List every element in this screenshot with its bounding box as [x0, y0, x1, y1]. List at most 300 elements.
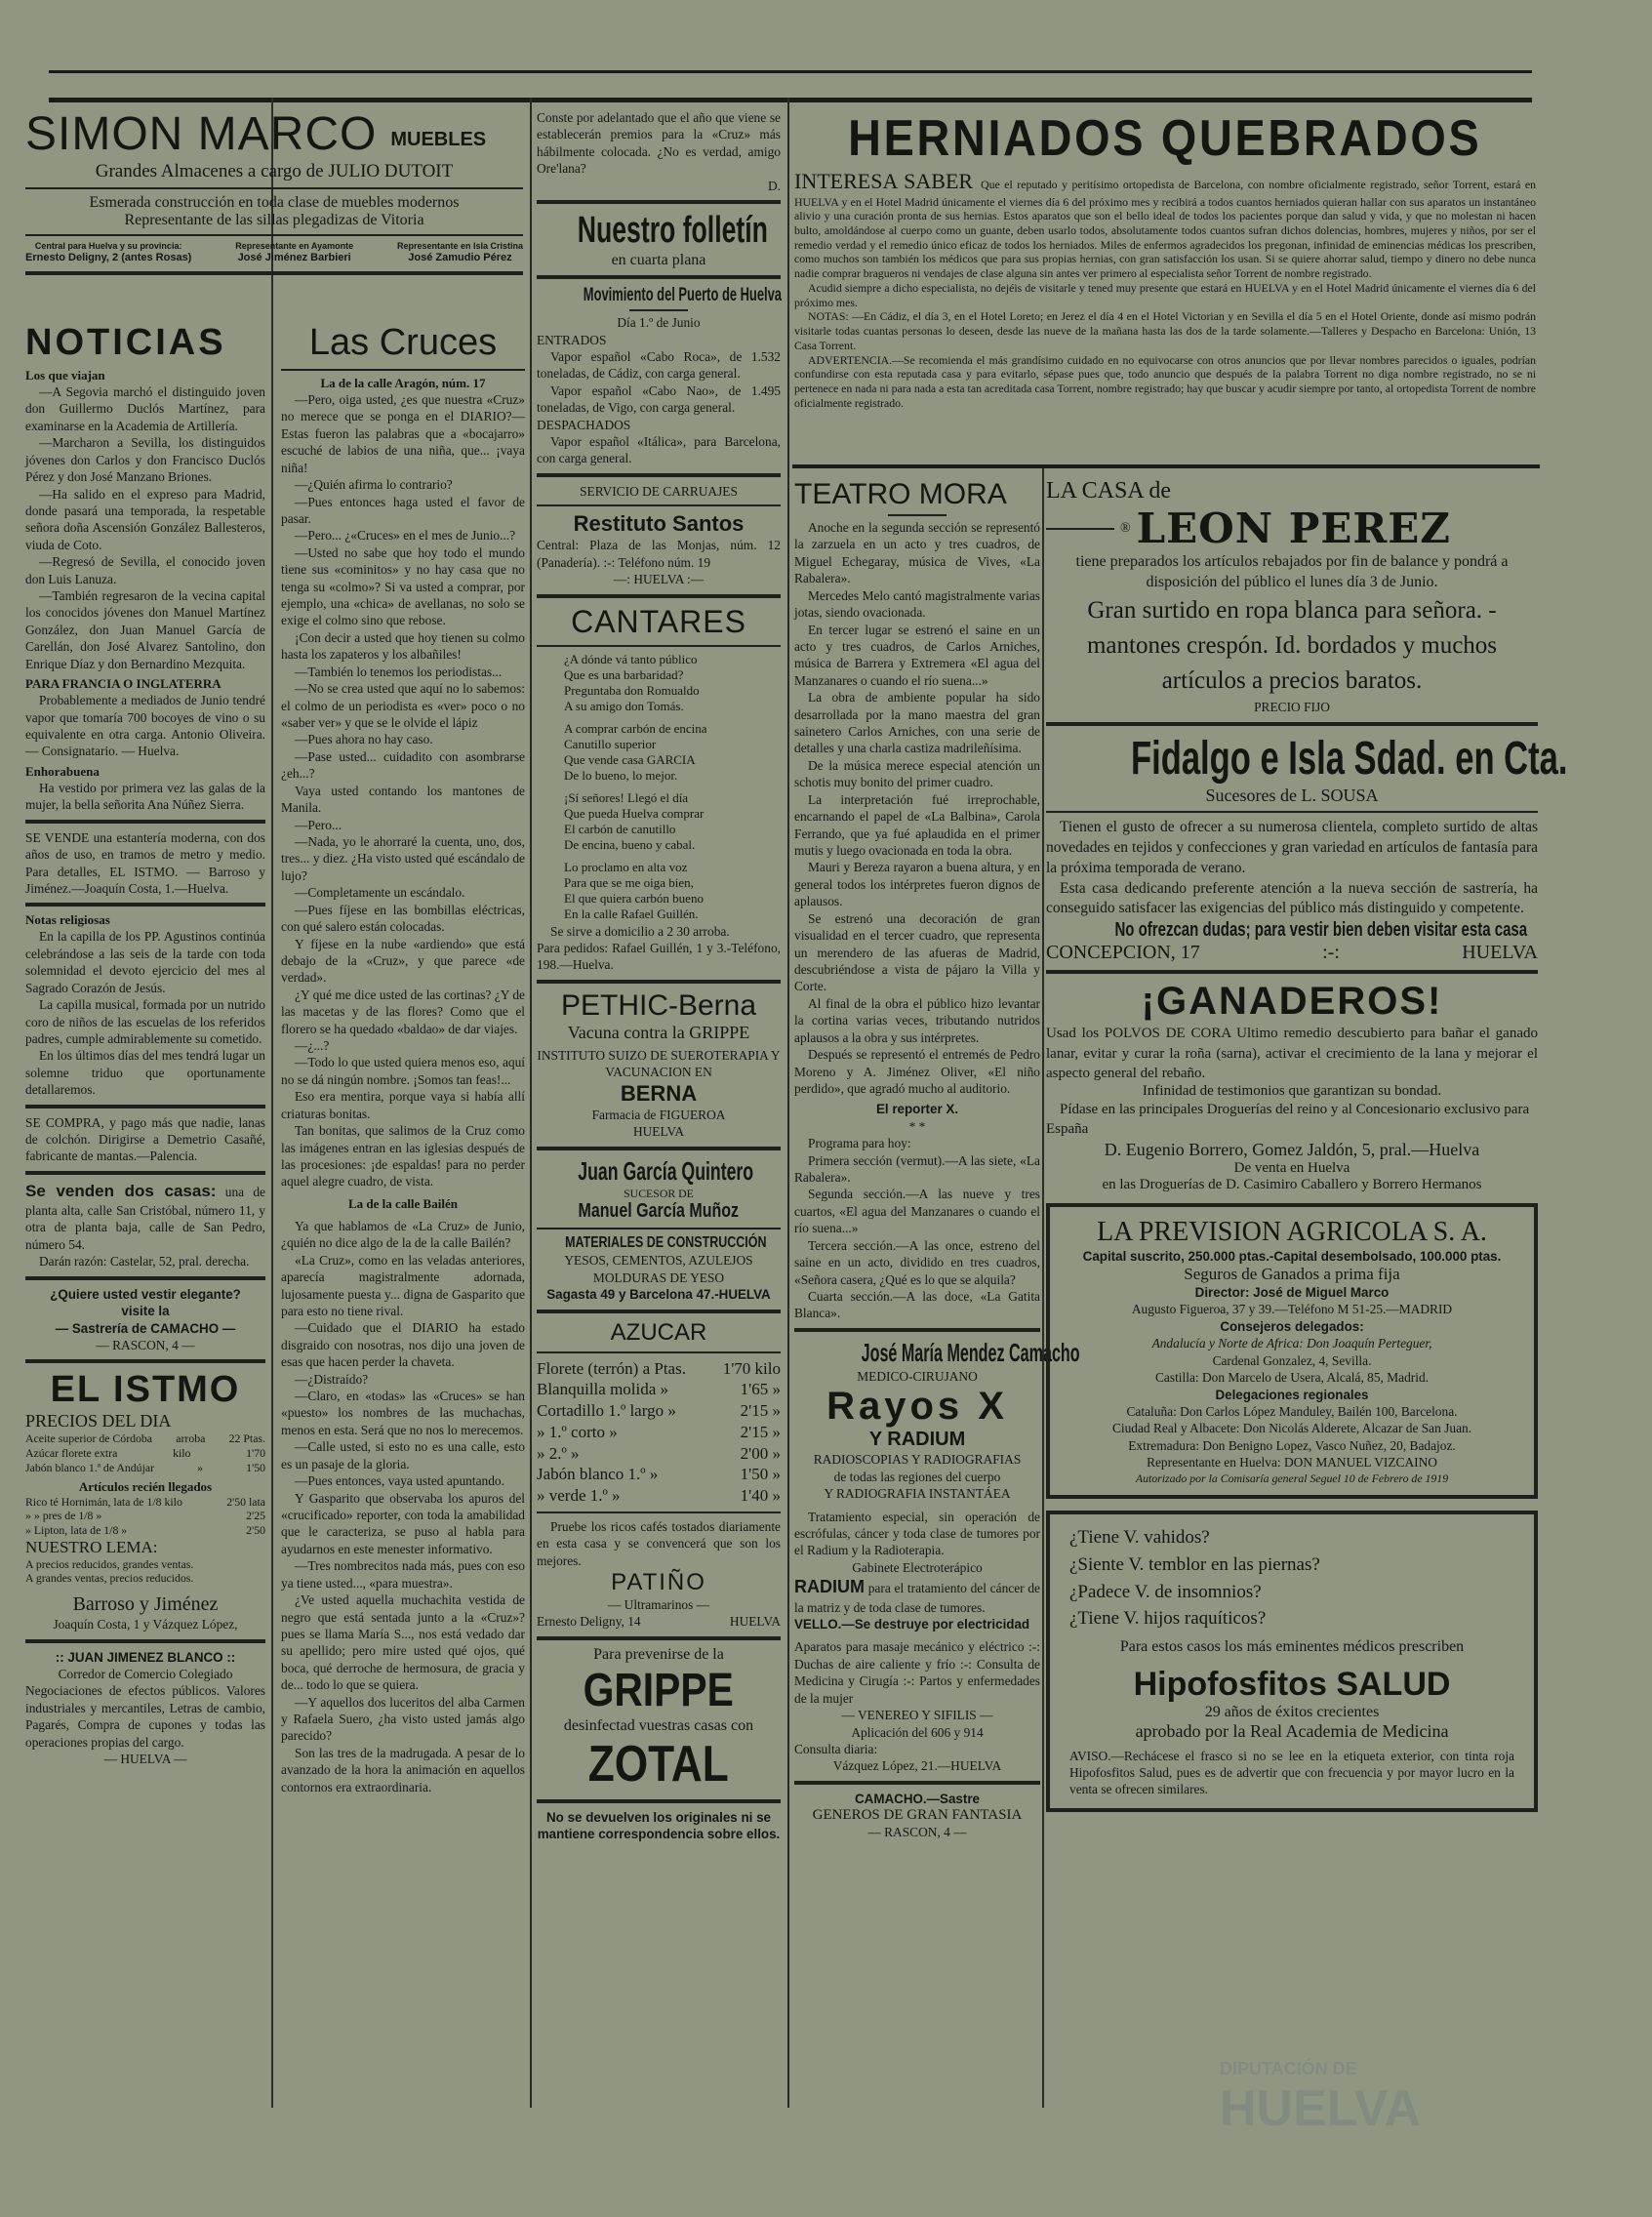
table-cell: arroba [176, 1431, 206, 1446]
table-cell: Blanquilla molida » [537, 1380, 669, 1399]
table-cell: 2'50 lata [226, 1494, 265, 1509]
column-divider [1042, 468, 1044, 2108]
istmo-owners: Barroso y Jiménez [72, 1593, 219, 1616]
paragraph: —Usted no sabe que hoy todo el mundo tiene sus «cominitos» y no hay casa que no tenga su «colmo»? Si va usted a comprar, por ejemplo, una «chica» de avellanas, no solo se exige el colmo sino que rebose. [281, 544, 525, 628]
classified-ad: SE VENDE una estantería moderna, con dos años de uso, en tramos de metro y medio. Para detalles, EL ISTMO. — Barroso y Jiménez.—Joaquín Costa, 1.—Huelva. [25, 829, 265, 896]
news-paragraph: —Regresó de Sevilla, el conocido joven don Luis Lanuza. [25, 554, 265, 586]
divider [537, 645, 781, 647]
prevision-line: Cardenal Gonzalez, 4, Sevilla. [1212, 1352, 1372, 1368]
table-cell: 2'15 » [740, 1422, 781, 1441]
divider [25, 1359, 265, 1363]
quintero-address: Sagasta 49 y Barcelona 47.-HUELVA [546, 1287, 771, 1303]
paragraph: Ya que hablamos de «La Cruz» de Junio, ¿quién no dice algo de la de la calle Bailén? [281, 1218, 525, 1251]
prevision-director: Director: José de Miguel Marco [1194, 1285, 1390, 1301]
puerto-date: Día 1.º de Junio [617, 315, 701, 331]
divider [537, 504, 781, 506]
hipo-question: ¿Padece V. de insomnios? [1069, 1581, 1262, 1602]
column-divider [271, 98, 273, 2108]
hipo-question: ¿Tiene V. hijos raquíticos? [1069, 1608, 1267, 1630]
paragraph: —Pues entonces, vaya usted apuntando. [295, 1473, 504, 1489]
verse-line: Que vende casa GARCIA [564, 752, 696, 768]
verse-line: Que es una barbaridad? [564, 666, 684, 682]
divider [537, 980, 781, 984]
quintero-line: YESOS, CEMENTOS, AZULEJOS [564, 1253, 753, 1269]
divider [537, 275, 781, 279]
news-paragraph: La capilla musical, formada por un nutrido coro de niños de las escuelas de los referidos padres, cumple admirablemente su cometido. [25, 997, 265, 1046]
pethic-title: PETHIC-Berna [560, 988, 757, 1022]
rep-name: Ernesto Deligny, 2 (antes Rosas) [25, 252, 192, 264]
paragraph: ¡Con decir a usted que hoy tienen su colmo hasta los zapateros y los albañiles! [281, 629, 525, 663]
table-cell: 22 Ptas. [228, 1431, 265, 1446]
noticias-section [25, 322, 265, 2127]
muebles-tag: MUEBLES [390, 129, 487, 150]
quintero-title: Juan García Quintero [578, 1155, 754, 1186]
table-row [25, 1495, 265, 1510]
paragraph: —Completamente un escándalo. [295, 885, 465, 901]
mendez-line: Y RADIOGRAFIA INSTANTÁEA [824, 1486, 1011, 1502]
istmo-address: Joaquín Costa, 1 y Vázquez López, [53, 1617, 238, 1633]
paragraph: —Calle usted, si esto no es una calle, esto es un pasaje de la gloria. [281, 1439, 525, 1471]
cantares-title: CANTARES [571, 603, 746, 639]
archive-watermark [1220, 2059, 1532, 2186]
pethic-line: INSTITUTO SUIZO DE SUEROTERAPIA Y VACUNACION EN [537, 1047, 781, 1080]
news-paragraph: En los últimos días del mes tendrá lugar un solemne triduo que oportunamente detallaremos. [25, 1048, 265, 1098]
paragraph: —¿...? [295, 1038, 330, 1054]
tailor-ad-line: ¿Quiere usted vestir elegante? [50, 1286, 241, 1302]
paragraph: Anoche en la segunda sección se representó la zarzuela en un acto y tres cuadros, de Miguel Echegaray, música de Vives, «La Rabalera». [794, 520, 1040, 586]
mendez-line: Consulta diaria: [794, 1741, 878, 1756]
table-row [537, 1400, 781, 1422]
camacho-line: — RASCON, 4 — [867, 1825, 967, 1840]
simon-line2: Esmerada construcción en toda clase de muebles modernos [89, 194, 460, 211]
paragraph: —Tres nombrecitos nada más, pues con eso ya tiene usted..., «para muestra». [281, 1558, 525, 1591]
divider [537, 594, 781, 598]
mendez-radium-label: RADIUM [794, 1577, 865, 1597]
paragraph: ¿Ve usted aquella muchachita vestida de negro que está sentada junto a la «Cruz»? pues se llama María S..., nos está vedado dar su apellido; pero mire usted qué ojos, qué boca, qué derroche de hermosura, de gracia y de... todo lo que se quiera. [281, 1592, 525, 1693]
istmo-lema-line: A precios reducidos, grandes ventas. [25, 1556, 194, 1571]
entrados-label: ENTRADOS [537, 332, 607, 347]
table-cell: Azúcar florete extra [25, 1446, 118, 1461]
divider [629, 309, 688, 311]
leon-lacasa: LA CASA de [1046, 478, 1172, 504]
verse-line: De encina, bueno y cabal. [564, 837, 696, 853]
news-paragraph: —Ha salido en el expreso para Madrid, donde pasará una temporada, la respetable señora doña Ascensión González Ballesteros, viuda de Coto. [25, 486, 265, 552]
cantares-note: Se sirve a domicilio a 2 30 arroba. [550, 923, 730, 939]
simon-line1: Grandes Almacenes a cargo de JULIO DUTOIT [95, 161, 454, 181]
despachados-label: DESPACHADOS [537, 417, 631, 432]
table-row [537, 1379, 781, 1400]
verse-line: ¿A dónde vá tanto público [564, 651, 698, 666]
column-5: LA CASA de ® LEON PEREZ tiene preparados los artículos rebajados por fin de balance y pondrá a disposición del público el lunes día 3 de Junio. Gran surtido en ropa blanca para señora. -mantones crespón. Id. bordados y muchos artículos a precios baratos. PRECIO FIJO Fidalgo e Isla Sdad. en Cta. Sucesores de L. SOUSA Tienen el gusto de ofrecer a su numerosa clientela, completo surtido de altas novedades en tejidos y confecciones y gran variedad en artículos de fantasía para la próxima temporada de verano. Esta casa dedicando preferente atención a la nueva sección de sastrería, ha conseguido satisfacer las exigencias del público más distinguido y competente. No ofrezcan dudas; para vestir bien deben visitar esta casa CONCEPCION, 17 :-: HUELVA ¡GANADEROS! Usad los POLVOS DE CORA Ultimo remedio descubierto para bañar el ganado lanar, evitar y curar la roña (sarna), activar el crecimiento de la lana y mejorar el aspecto general del rebaño. Infinidad de testimonios que garantizan su bondad. Pídase en las principales Droguerías del reino y al Concesionario exclusivo para España D. Eugenio Borrero, Gomez Jaldón, 5, pral.—Huelva De venta en Huelva en las Droguerías de D. Casimiro Caballero y Borrero Hermanos LA PREVISION AGRICOLA S. A. Capital suscrito, 250.000 ptas.-Capital desembolsado, 100.000 ptas. Seguros de Ganados a prima fija Director: José de Miguel Marco Augusto Figueroa, 37 y 39.—Teléfono M 51-25.—MADRID Consejeros delegados: Andalucía y Norte de Africa: Don Joaquín Perteguer, Cardenal Gonzalez, 4, Sevilla. Castilla: Don Marcelo de Usera, Alcalá, 85, Madrid. Delegaciones regionales Cataluña: Don Carlos López Manduley, Bailén 100, Barcelona. Ciudad Real y Albacete: Don Nicolás Alderete, Alcazar de San Juan. Extremadura: Don Benigno Lopez, Vasco Nuñez, 20, Badajoz. Representante en Huelva: DON MANUEL VIZCAINO Autorizado por la Comisaría general Seguel 10 de Febrero de 1919 ¿Tiene V. vahidos? ¿Siente V. temblor en las piernas? ¿Padece V. de insomnios? ¿Tiene V. hijos raquíticos? Para estos casos los más eminentes médicos prescriben Hipofosfitos SALUD 29 años de éxitos crecientes aprobado por la Real Academia de Medicina AVISO.—Rechácese el frasco si no se lee en la etiqueta exterior, con tinta roja Hipofosfitos Salud, pues es de advertir que con frecuencia y por mayor lucro en la venta se ofrecen similares. [1046, 478, 1538, 2127]
istmo-title: EL ISTMO [50, 1369, 241, 1411]
divider [537, 1147, 781, 1150]
news-paragraph: Ha vestido por primera vez las galas de la mujer, la bella señorita Ana Núñez Sierra. [25, 780, 265, 813]
quintero-line: MOLDURAS DE YESO [592, 1270, 725, 1285]
divider [25, 234, 523, 236]
paragraph: —Nada, yo le ahorraré la cuenta, uno, dos, tres... y diez. ¿Ha visto usted qué escándalo de lujo? [281, 833, 525, 883]
blanco-city: — HUELVA — [103, 1752, 187, 1767]
paragraph: —Pero, oiga usted, ¿es que nuestra «Cruz» no merece que se ponga en el DIARIO?—Estas fueron las palabras que a «bocajarro» escuché de labios de una niña, que... ¡vaya niña! [281, 392, 525, 475]
santos-city: —: HUELVA :— [613, 572, 705, 587]
fidalgo-address: CONCEPCION, 17 [1046, 942, 1200, 964]
mendez-title: José María Mendez Camacho [861, 1337, 1080, 1367]
verse-line: ¡Sí señores! Llegó el día [564, 789, 689, 805]
mendez-line: para el tratamiento del cáncer de la matriz y de toda clase de tumores. [794, 1581, 1040, 1615]
azucar-prices [537, 1358, 781, 1507]
divider [25, 1105, 265, 1108]
cruces-title: Las Cruces [308, 322, 498, 363]
verse-line: El que quiera carbón bueno [564, 891, 704, 907]
divider [537, 1351, 781, 1353]
blanco-text: Negociaciones de efectos públicos. Valores industriales y mercantiles, Letras de cambio, Pagarés, Compra de cupones y todas las operaciones propias del cargo. [25, 1683, 265, 1750]
teatro-title: TEATRO MORA [794, 478, 1007, 510]
divider [281, 369, 525, 371]
santos-name: Restituto Santos [573, 511, 745, 537]
herniados-text: Acudid siempre a dicho especialista, no dejéis de visitarle y tened muy presente que estará en HUELVA y en el Hotel Madrid únicamente el viernes día 6 del próximo mes. [794, 280, 1536, 309]
divider [25, 1639, 265, 1643]
divider [537, 1512, 781, 1513]
table-cell: 1'50 [246, 1460, 265, 1474]
prevision-delegaciones: Delegaciones regionales [1215, 1387, 1369, 1402]
paragraph: —Pues fíjese en las bombillas eléctricas, con qué salero están colocadas. [281, 902, 525, 935]
folletin-sub: en cuarta plana [611, 252, 706, 269]
table-row [537, 1443, 781, 1465]
blanco-title: Corredor de Comercio Colegiado [58, 1667, 233, 1682]
mendez-line: Gabinete Electroterápico [852, 1559, 983, 1575]
classified-ad: una de planta alta, calle San Cristóbal, número 11, y otra de planta baja, calle de San Pedro, número 54. [25, 1184, 266, 1252]
rep-name: José Zamudio Pérez [408, 252, 512, 264]
prevision-title: LA PREVISION AGRICOLA S. A. [1097, 1216, 1487, 1247]
paragraph: —Pase usted... cuidadito con asombrarse ¿eh...? [281, 748, 525, 782]
paragraph: —¿Quién afirma lo contrario? [295, 477, 453, 493]
cruces-subhead: La de la calle Aragón, núm. 17 [320, 376, 486, 390]
herniados-lead: INTERESA SABER [794, 169, 974, 193]
herniados-text: NOTAS: —En Cádiz, el día 3, en el Hotel Loreto; en Jerez el día 4 en el Hotel Victorian y en Sevilla el día 5 en el Hotel Oriente, donde así mismo podrán visitarle todas cuantas personas lo deseen, desde las nueve de la mañana hasta las dos de la tarde solamente.—Talleres y Despacho en Barcelona: Unión, 13 Casa Torrent. [794, 309, 1536, 352]
hipo-name: Hipofosfitos SALUD [1133, 1665, 1451, 1703]
divider [794, 1781, 1040, 1785]
istmo-lema: NUESTRO LEMA: [25, 1537, 158, 1556]
table-cell: 1'40 » [740, 1486, 781, 1506]
divider [25, 1171, 265, 1175]
mendez-sub: MEDICO-CIRUJANO [857, 1368, 978, 1384]
herniados-text: ADVERTENCIA.—Se recomienda el más grandísimo cuidado en no equivocarse con otros anuncios que por llevar nombres parecidos o iguales, podrían confundirse con esta reputada casa y para evitarlo, sépase pues que, todo anuncio que después de la palabra Torrent no diga nombre registrado, no se ni pertenece en nada ni para nada a esta tan acreditada casa Torrent, nombre registrado; hay que buscar y acudir siempre por tanto, al ortopedista Torrent de nombre oficialmente registrado. [794, 352, 1536, 410]
paragraph: Tan bonitas, que salimos de la Cruz como las imágenes entran en las iglesias después de las procesiones: ¡de espaldas! para no perder aquel alegre cuadro, de vista. [281, 1123, 525, 1189]
table-cell: Rico té Hornimán, lata de 1/8 kilo [25, 1494, 182, 1509]
table-cell: 2'50 [246, 1523, 265, 1538]
divider [537, 1310, 781, 1313]
news-paragraph: En la capilla de los PP. Agustinos continúa celebrándose a las seis de la tarde con toda solemnidad el devoto ejercicio del mes al Sagrado Corazón de Jesús. [25, 929, 265, 995]
mendez-line: VELLO.—Se destruye por electricidad [794, 1617, 1030, 1633]
patino-address: Ernesto Deligny, 14 [537, 1614, 641, 1630]
watermark-line: DIPUTACIÓN DE [1220, 2059, 1357, 2078]
paragraph: Tercera sección.—A las once, estreno del saine en un acto, dividido en tres cuadros, «Señora casera, ¿Qué es lo que se alquila? [794, 1237, 1040, 1287]
prevision-consejeros: Consejeros delegados: [1220, 1318, 1364, 1334]
teatro-program [794, 1152, 1040, 1322]
camacho-line: CAMACHO.—Sastre [855, 1791, 980, 1806]
news-paragraph: Probablemente a mediados de Junio tendré vapor que tomaría 700 bocoyes de vino o su equivalente en otra carga. Antonio Oliveira. — Consignatario. — Huelva. [25, 693, 265, 759]
divider [1046, 811, 1538, 813]
hipo-pres: Para estos casos los más eminentes médicos prescriben [1119, 1637, 1465, 1655]
table-row [537, 1485, 781, 1507]
paragraph: Segunda sección.—A las nueve y tres cuartos, «El agua del Manzanares o cuando el río suena...» [794, 1187, 1040, 1236]
ganaderos-text: De venta en Huelva [1233, 1159, 1350, 1176]
simon-line3: Representante de las sillas plegadizas de Vitoria [124, 212, 424, 228]
paragraph: —Pues entonces haga usted el favor de pasar. [281, 494, 525, 526]
table-cell: Florete (terrón) a Ptas. [537, 1358, 686, 1378]
patino-sub: — Ultramarinos — [607, 1597, 710, 1613]
paragraph: Y Gasparito que observaba los apuros del «crucificado» reporter, con toda la amabilidad que le caracteriza, se puso al habla para ayudarnos en este menester informativo. [281, 1490, 525, 1556]
ship-entry: Vapor español «Cabo Roca», de 1.532 toneladas, de Cádiz, con carga general. [537, 348, 781, 382]
divider [537, 473, 781, 477]
paragraph: De la música merece especial atención un schotis muy bonito del primer cuadro. [794, 757, 1040, 790]
prevision-capital: Capital suscrito, 250.000 ptas.-Capital desembolsado, 100.000 ptas. [1082, 1248, 1502, 1264]
pethic-berna: BERNA [620, 1080, 698, 1106]
prevision-seguros: Seguros de Ganados a prima fija [1184, 1265, 1400, 1284]
paragraph: —Pero... [295, 817, 342, 832]
verse-line: A su amigo don Tomás. [564, 699, 684, 714]
paragraph: —Claro, en «todas» las «Cruces» se han «puesto» los nombres de las muchachas, menos en esta. Será que no nos lo merecemos. [281, 1389, 525, 1437]
folletin-title: Nuestro folletín [577, 210, 768, 252]
fidalgo-text: Esta casa dedicando preferente atención a la nueva sección de sastrería, ha conseguido satisfacer las exigencias del público más distinguido y competente. [1046, 879, 1538, 917]
prevision-aut: Autorizado por la Comisaría general Seguel 10 de Febrero de 1919 [1135, 1471, 1449, 1485]
leon-line: Gran surtido en ropa blanca para señora. -mantones crespón. Id. bordados y muchos artículos a precios baratos. [1086, 596, 1498, 695]
originales-note: No se devuelven los originales ni se mantiene correspondencia sobre ellos. [537, 1809, 781, 1842]
divider [792, 464, 1540, 468]
carruajes-title: SERVICIO DE CARRUAJES [580, 483, 738, 499]
paragraph: —Y aquellos dos luceritos del alba Carmen y Rafaela Suero, ¿ha visto usted jamás algo parecido? [281, 1694, 525, 1744]
zotal-grippe: GRIPPE [583, 1664, 735, 1716]
divider [25, 1276, 265, 1280]
mendez-address: Vázquez López, 21.—HUELVA [832, 1758, 1002, 1774]
verse-line: Lo proclamo en alta voz [564, 859, 688, 874]
news-paragraph: —Marcharon a Sevilla, los distinguidos jóvenes don Carlos y don Francisco Duclós Pérez y don José Manzano Briones. [25, 435, 265, 485]
zotal-brand: ZOTAL [587, 1735, 730, 1793]
paragraph: Mercedes Melo cantó magistralmente varias jotas, siendo ovacionada. [794, 587, 1040, 621]
quintero-line: MATERIALES DE CONSTRUCCIÓN [565, 1234, 767, 1252]
divider [794, 1328, 1040, 1332]
divider [537, 1636, 781, 1640]
paragraph: Cuarta sección.—A las doce, «La Gatita Blanca». [794, 1288, 1040, 1321]
divider [888, 514, 947, 516]
noticias-title: NOTICIAS [25, 322, 226, 363]
tailor-ad-line: visite la [121, 1304, 170, 1319]
subhead: PARA FRANCIA O INGLATERRA [25, 676, 222, 692]
tailor-ad-line: — RASCON, 4 — [96, 1337, 195, 1352]
pethic-line: HUELVA [632, 1124, 685, 1140]
table-cell: 2'00 » [740, 1443, 781, 1463]
simon-marco-title: SIMON MARCO [25, 108, 378, 160]
camacho-line: GENEROS DE GRAN FANTASIA [812, 1807, 1023, 1824]
paragraph: ¿Y qué me dice usted de las cortinas? ¿Y de las macetas y de las flores? Como que el florero se ha quedado «baldao» de dar viajes. [281, 987, 525, 1036]
divider [1046, 970, 1538, 974]
paragraph: —Cuidado que el DIARIO ha estado disgraido con nosotras, nos dijo una joven de esas que hacen perder la chaveta. [281, 1320, 525, 1370]
istmo-price-table [25, 1431, 265, 1474]
istmo-lema-line: A grandes ventas, precios reducidos. [25, 1571, 194, 1586]
paragraph: Son las tres de la madrugada. A pesar de lo avanzado de la hora la animación en aquellos contornos era extraordinaria. [281, 1745, 525, 1794]
rep-name: José Jiménez Barbieri [237, 252, 351, 264]
quintero-line: SUCESOR DE [624, 1186, 694, 1200]
fidalgo-dudas: No ofrezcan dudas; para vestir bien deben visitar esta casa [1114, 919, 1528, 942]
fidalgo-city: HUELVA [1462, 942, 1538, 964]
consta-note: Conste por adelantado que el año que viene se establecerán premios para la «Cruz» más hábilmente colocada. ¿No es verdad, amigo Ore'lana? [537, 110, 781, 177]
table-cell: 2'25 [246, 1509, 265, 1523]
news-paragraph: —También regresaron de la vecina capital los conocidos jóvenes don Manuel Martínez González, don Juan Manuel García de Carellán, don José Alvarez Santolino, don Enrique Díaz y don Bernardino Mezquita. [25, 588, 265, 671]
divider [25, 187, 523, 189]
tailor-ad-line: — Sastrería de CAMACHO — [55, 1320, 236, 1336]
mendez-line: Aplicación del 606 y 914 [851, 1724, 984, 1740]
table-cell: 1'50 » [740, 1465, 781, 1484]
teatro-program-title: Programa para hoy: [808, 1136, 911, 1151]
herniados-title: HERNIADOS QUEBRADOS [848, 110, 1482, 167]
azucar-title: AZUCAR [610, 1318, 707, 1346]
table-cell: Jabón blanco 1.º » [537, 1465, 659, 1484]
prevision-line: Andalucía y Norte de Africa: Don Joaquín Perteguer, [1151, 1336, 1432, 1351]
divider [25, 903, 265, 907]
column-divider [530, 98, 532, 2108]
top-rule [49, 70, 1532, 73]
verse-line: El carbón de canutillo [564, 822, 676, 837]
table-cell: Jabón blanco 1.ª de Andújar [25, 1460, 155, 1474]
hipo-acad: aprobado por la Real Academia de Medicina [1135, 1720, 1449, 1741]
puerto-title: Movimiento del Puerto de Huelva [583, 285, 782, 306]
cantares-note: Para pedidos: Rafael Guillén, 1 y 3.-Teléfono, 198.—Huelva. [537, 941, 781, 973]
istmo-subhead: Artículos recién llegados [78, 1478, 213, 1494]
table-cell: 2'15 » [740, 1401, 781, 1421]
paragraph: Eso era mentira, porque vaya si había allí criaturas bonitas. [281, 1089, 525, 1121]
hipo-aviso: AVISO.—Rechácese el frasco si no se lee en la etiqueta exterior, con tinta roja Hipofosfitos Salud, pues es de advertir que con frecuencia y por mayor lucro en la venta se ofrecen similares. [1069, 1748, 1514, 1797]
mendez-line: RADIOSCOPIAS Y RADIOGRAFIAS [813, 1452, 1022, 1468]
verse-line: Preguntaba don Romualdo [564, 683, 700, 699]
paragraph: —Todo lo que usted quiera menos eso, aquí no se dá ningún nombre. ¡Somos tan feas!... [281, 1055, 525, 1087]
leon-name: LEON PEREZ [1136, 504, 1451, 552]
paragraph: Y fíjese en la nube «ardiendo» que está debajo de la «Cruz», y que parece «de verdad». [281, 936, 525, 986]
verse-line: Canutillo superior [564, 736, 657, 751]
verse-line: De lo bueno, lo mejor. [564, 768, 678, 784]
paragraph: Primera sección (vermut).—A las siete, «La Rabalera». [794, 1152, 1040, 1186]
istmo-tea-table [25, 1495, 265, 1538]
cruces-body [281, 391, 525, 1190]
pethic-line: Farmacia de FIGUEROA [591, 1107, 726, 1122]
hipo-questions [1069, 1524, 1514, 1632]
table-cell: » Lipton, lata de 1/8 » [25, 1523, 128, 1538]
prevision-line: Ciudad Real y Albacete: Don Nicolás Alderete, Alcazar de San Juan. [1111, 1421, 1472, 1436]
paragraph: Se estrenó una decoración de gran visualidad en el tercer cuadro, que representa un merendero de las afueras de Madrid, descubriéndose a vista de pájaro la Villa y Corte. [794, 910, 1040, 994]
table-cell: 1'70 [246, 1446, 265, 1461]
column-divider [787, 98, 789, 2108]
table-cell: » 2.º » [537, 1443, 580, 1463]
cruces-section [281, 322, 525, 2127]
ship-entry: Vapor español «Itálica», para Barcelona, con carga general. [537, 434, 781, 466]
paragraph: —Pues ahora no hay caso. [295, 732, 433, 747]
cruces-body-2 [281, 1218, 525, 1795]
santos-address: Central: Plaza de las Monjas, núm. 12 (Panadería). :-: Teléfono núm. 19 [537, 538, 781, 570]
paragraph: —No se crea usted que aquí no lo sabemos: el colmo de un periodista es «ver» poco o no «saber ver» y que se le olvide el lápiz [281, 681, 525, 731]
table-cell: 1'65 » [740, 1380, 781, 1399]
hipo-question: ¿Tiene V. vahidos? [1069, 1527, 1210, 1549]
column-4: TEATRO MORA Anoche en la segunda sección se representó la zarzuela en un acto y tres cuadros, de Miguel Echegaray, música de Vives, «La Rabalera». Mercedes Melo cantó magistralmente varias jotas, siendo ovacionada. En tercer lugar se estrenó el saine en un acto y tres cuadros, de Carlos Arniches, música de Barrera y Extremera «El agua del Manzanares o cuando el río suena...» La obra de ambiente popular ha sido desarrollada por la mano maestra del gran sainetero Carlos Arniches, con una serie de detalles y una charla castiza madrileñísima. De la música merece especial atención un schotis muy bonito del primer cuadro. La interpretación fué irreprochable, encarnando el papel de «La Balbina», Carola Ferrando, que ya fué aplaudida en el primer mutis y luego ovacionada en toda la obra. Mauri y Bereza rayaron a buena altura, y en general todos los intérpretes fueron dignos de aplausos. Se estrenó una decoración de gran visualidad en el tercer cuadro, que representa un merendero de las afueras de Madrid, descubriéndose a vista de pájaro la Villa y Corte. Al final de la obra el público hizo levantar la cortina varias veces, tributando nutridos aplausos a la obra y sus intérpretes. Después se representó el entremés de Pedro Moreno y A. Jiménez Oliver, «El niño perdido», que agradó mucho al auditorio. El reporter X. * * Programa para hoy: Primera sección (vermut).—A las siete, «La Rabalera». Segunda sección.—A las nueve y tres cuartos, «El agua del Manzanares o cuando el río suena...» Tercera sección.—A las once, estreno del saine en un acto, dividido en tres cuadros, «Señora casera, ¿Qué es lo que se alquila? Cuarta sección.—A las doce, «La Gatita Blanca». José María Mendez Camacho MEDICO-CIRUJANO Rayos X Y RADIUM RADIOSCOPIAS Y RADIOGRAFIAS de todas las regiones del cuerpo Y RADIOGRAFIA INSTANTÁEA Tratamiento especial, sin operación de escrófulas, cáncer y toda clase de tumores por el Radium y la Radioterapia. Gabinete Electroterápico RADIUM para el tratamiento del cáncer de la matriz y de toda clase de tumores. VELLO.—Se destruye por electricidad Aparatos para masaje mecánico y eléctrico :-: Duchas de aire caliente y frío :-: Consulta de Medicina y Cirugía :-: Partos y enfermedades de la mujer — VENEREO Y SIFILIS — Aplicación del 606 y 914 Consulta diaria: Vázquez López, 21.—HUELVA CAMACHO.—Sastre GENEROS DE GRAN FANTASIA — RASCON, 4 — [794, 478, 1080, 1840]
table-cell: » verde 1.º » [537, 1486, 621, 1506]
verse-line: Para que se me oiga bien, [564, 874, 694, 890]
table-cell: » 1.º corto » [537, 1422, 618, 1441]
news-paragraph: —A Segovia marchó el distinguido joven don Guillermo Duclós Martínez, para examinarse en la Academia de Artillería. [25, 384, 265, 433]
table-cell: » [197, 1460, 204, 1474]
prevision-line: Castilla: Don Marcelo de Usera, Alcalá, 85, Madrid. [1154, 1370, 1429, 1386]
table-row [25, 1523, 265, 1538]
paragraph: «La Cruz», como en las veladas anteriores, aparecía magistralmente adornada, lujosamente puesta y... digna de Gasparito que para esto no tiene rival. [281, 1252, 525, 1318]
watermark-line: HUELVA [1220, 2080, 1422, 2137]
divider [1046, 722, 1538, 726]
table-cell: 1'70 kilo [722, 1358, 781, 1378]
fidalgo-text: Tienen el gusto de ofrecer a su numerosa clientela, completo surtido de altas novedades en tejidos y confecciones y gran variedad en artículos de fantasía para la próxima temporada de verano. [1046, 818, 1538, 876]
mendez-radium: Y RADIUM [868, 1429, 966, 1451]
paragraph: En tercer lugar se estrenó el saine en un acto y tres cuadros, de Carlos Arniches, música de Barrera y Extremera «El agua del Manzanares o cuando el río suena...» [794, 622, 1040, 688]
table-row [25, 1431, 265, 1446]
mendez-rayos: Rayos X [826, 1385, 1008, 1429]
subhead: Enhorabuena [25, 763, 100, 779]
hipofosfitos-ad [1046, 1511, 1538, 1811]
simon-reps [25, 241, 523, 265]
divider [537, 200, 781, 204]
fidalgo-sub: Sucesores de L. SOUSA [1205, 785, 1379, 805]
ganaderos-text: D. Eugenio Borrero, Gomez Jaldón, 5, pral.—Huelva [1104, 1139, 1480, 1159]
verse-line: En la calle Rafael Guillén. [564, 907, 699, 922]
table-row [537, 1358, 781, 1380]
column-3 [537, 109, 781, 2127]
prevision-line: Extremadura: Don Benigno Lopez, Vasco Nuñez, 20, Badajoz. [1128, 1437, 1456, 1453]
ship-entry: Vapor español «Cabo Nao», de 1.495 toneladas, de Vigo, con carga general. [537, 383, 781, 416]
paragraph: Vaya usted contando los mantones de Manila. [281, 783, 525, 816]
herniados-ad [794, 109, 1536, 461]
cantares-verses [537, 652, 781, 923]
hipo-anos: 29 años de éxitos crecientes [1204, 1703, 1380, 1720]
zotal-line: Para prevenirse de la [593, 1645, 724, 1663]
rep-label: Representante en Ayamonte [235, 241, 354, 251]
table-row [537, 1464, 781, 1485]
mendez-line: — VENEREO Y SIFILIS — [841, 1708, 993, 1723]
simon-marco-ad [25, 107, 523, 281]
table-cell: kilo [173, 1446, 191, 1461]
ganaderos-title: ¡GANADEROS! [1141, 980, 1443, 1024]
rep-label: Central para Huelva y su provincia: [34, 241, 182, 251]
teatro-signature: El reporter X. [875, 1102, 959, 1117]
patino-city: HUELVA [729, 1614, 781, 1630]
paragraph: Al final de la obra el público hizo levantar la cortina varias veces, tributando nutridos aplausos a la obra y sus intérpretes. [794, 995, 1040, 1045]
prevision-ad [1046, 1203, 1538, 1500]
mendez-line: de todas las regiones del cuerpo [833, 1469, 1001, 1484]
teatro-body [794, 519, 1040, 1097]
blanco-name: :: JUAN JIMENEZ BLANCO :: [55, 1649, 236, 1665]
fidalgo-title: Fidalgo e Isla Sdad. en Cta. [1131, 732, 1568, 785]
divider [537, 1799, 781, 1803]
rep-label: Representante en Isla Cristina [396, 241, 523, 251]
verse-line: A comprar carbón de encina [564, 720, 707, 736]
paragraph: —Pero... ¿«Cruces» en el mes de Junio...? [295, 528, 516, 544]
table-row [25, 1509, 265, 1523]
fidalgo-sep: :-: [1322, 942, 1340, 964]
classified-heading: Se venden dos casas: [25, 1181, 217, 1200]
leon-line: tiene preparados los artículos rebajados por fin de balance y pondrá a disposición del público el lunes día 3 de Junio. [1075, 553, 1509, 590]
table-cell: Aceite superior de Córdoba [25, 1431, 153, 1446]
table-row [537, 1422, 781, 1443]
mendez-line: Aparatos para masaje mecánico y eléctrico :-: Duchas de aire caliente y frío :-: Consulta de Medicina y Cirugía :-: Partos y enfermedades de la mujer [794, 1639, 1040, 1706]
prevision-line: Cataluña: Don Carlos López Manduley, Bailén 100, Barcelona. [1126, 1404, 1458, 1419]
divider [25, 271, 523, 275]
patino-title: PATIÑO [611, 1569, 706, 1596]
pethic-line: Vacuna contra la GRIPPE [567, 1022, 750, 1042]
ganaderos-text: Pídase en las principales Droguerías del reino y al Concesionario exclusivo para España [1046, 1102, 1530, 1138]
quintero-line: Manuel García Muñoz [578, 1200, 740, 1223]
ganaderos-text: Usad los POLVOS DE CORA Ultimo remedio descubierto para bañar el ganado lanar, evitar y curar la roña (sarna), activar el crecimiento de la lana y mejorar el aspecto general del rebaño. [1046, 1026, 1538, 1081]
